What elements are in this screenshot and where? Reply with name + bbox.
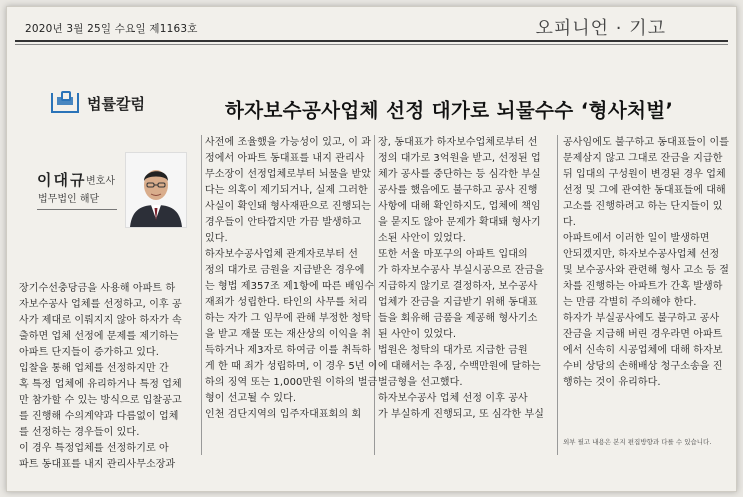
page-header <box>15 13 728 39</box>
article-line: 된 사안이 있었다. <box>378 329 457 340</box>
article-line: 사항에 대해 확인하지도, 업체에 책임 <box>378 201 541 212</box>
article-column-3 <box>378 135 544 423</box>
article-line: 이 경우 특정업체를 선정하기로 아 <box>19 443 169 454</box>
article-line: 을 묻지도 않아 문제가 확대돼 형사기 <box>378 217 541 228</box>
issue-date: 2020년 3월 25일 수요일 제1163호 <box>25 23 198 35</box>
article-line: 다. <box>563 217 577 228</box>
column-label-text: 법률칼럼 <box>87 95 145 113</box>
author-affiliation: 법무법인 해닫 <box>38 194 100 205</box>
article-line: 들을 회유해 금품을 제공해 형사기소 <box>378 313 538 324</box>
author-name: 이대규 <box>37 171 87 189</box>
article-column-4 <box>563 135 729 391</box>
article-line: 체가 공사를 중단하는 등 심각한 부실 <box>378 169 541 180</box>
article-line: 잔금을 지급해 버린 경우라면 아파트 <box>563 329 723 340</box>
article-line: 수비 상당의 손해배상 청구소송을 진 <box>563 361 723 372</box>
author-role: 변호사 <box>86 176 115 187</box>
article-line: 또한 서울 마포구의 아파트 입대의 <box>378 249 528 260</box>
article-line: 입찰을 통해 업체를 선정하지만 간 <box>19 363 169 374</box>
article-line: 하는 자가 그 임무에 관해 부정한 청탁 <box>205 313 372 324</box>
article-line: 업체가 잔금을 지급받기 위해 동대표 <box>378 297 538 308</box>
column-divider <box>557 135 558 455</box>
article-line: 선정 및 그에 관여한 동대표들에 대해 <box>563 185 726 196</box>
author-portrait-icon <box>126 153 186 227</box>
article-line: 다는 의혹이 제기되거나, 실제 그러한 <box>205 185 368 196</box>
article-line: 인천 검단지역의 입주자대표회의 회 <box>205 409 362 420</box>
article-line: 득하거나 제3자로 하여금 이를 취득하 <box>205 345 371 356</box>
header-rule-thin <box>15 44 728 45</box>
article-line: 공사를 했음에도 불구하고 공사 진행 <box>378 185 538 196</box>
author-photo <box>125 152 187 228</box>
section-title: 오피니언 · 기고 <box>535 18 666 39</box>
article-line: 에서 신속히 시공업체에 대해 하자보 <box>563 345 723 356</box>
article-line: 출하면 업체 선정에 문제를 제기하는 <box>19 331 179 342</box>
article-line: 안되겠지만, 하자보수공사업체 선정 <box>563 249 720 260</box>
article-line: 형이 선고될 수 있다. <box>205 393 297 404</box>
article-line: 는 형법 제357조 제1항에 따른 배임수 <box>205 281 375 292</box>
article-line: 문제삼지 않고 그대로 잔금을 지급한 <box>563 153 723 164</box>
article-headline: 하자보수공사업체 선정 대가로 뇌물수수 ‘형사처벌’ <box>225 99 674 122</box>
article-line: 아파트에서 이러한 일이 발생하면 <box>563 233 710 244</box>
article-line: 지급하지 않기로 결정하자, 보수공사 <box>378 281 538 292</box>
disclaimer-footnote: 외부 필고 내용은 본지 편집방향과 다를 수 있습니다. <box>563 438 712 446</box>
article-line: 아파트 단지들이 증가하고 있다. <box>19 347 159 358</box>
article-line: 하자보수공사 업체 선정 이후 공사 <box>378 393 528 404</box>
article-line: 파트 동대표를 내지 관리사무소장과 <box>19 459 176 470</box>
article-line: 장, 동대표가 하자보수업체로부터 선 <box>378 137 538 148</box>
article-line: 를 진행해 수의계약과 다름없이 업체 <box>19 411 179 422</box>
article-line: 하의 징역 또는 1,000만원 이하의 벌금 <box>205 377 378 388</box>
article-line: 정의 대가로 3억원을 받고, 선정된 업 <box>378 153 541 164</box>
article-column-1 <box>19 281 182 473</box>
article-line: 및 보수공사와 관련해 형사 고소 등 절 <box>563 265 730 276</box>
article-line: 뒤 입대의 구성원이 변경된 경우 업체 <box>563 169 726 180</box>
article-line: 혹 특정 업체에 유리하거나 특정 업체 <box>19 379 182 390</box>
article-line: 행하는 것이 유리하다. <box>563 377 661 388</box>
article-line: 을 받고 재물 또는 재산상의 이익을 취 <box>205 329 372 340</box>
article-line: 법원은 청탁의 대가로 지급한 금원 <box>378 345 528 356</box>
article-line: 공사임에도 불구하고 동대표들이 이를 <box>563 137 729 148</box>
article-line: 가 부실하게 진행되고, 또 심각한 부실 <box>378 409 545 420</box>
article-line: 를 선정하는 경우들이 있다. <box>19 427 140 438</box>
article-line: 하자보수공사업체 관계자로부터 선 <box>205 249 358 260</box>
article-line: 는 만큼 각별히 주의해야 한다. <box>563 297 697 308</box>
article-line: 차를 진행하는 아파트가 간혹 발생하 <box>563 281 723 292</box>
article-line: 소된 사안이 있었다. <box>378 233 466 244</box>
article-column-2 <box>205 135 378 423</box>
article-line: 재죄가 성립한다. 타인의 사무를 처리 <box>205 297 368 308</box>
article-line: 정의 대가로 금원을 지급받은 경우에 <box>205 265 365 276</box>
article-line: 있다. <box>205 233 228 244</box>
article-line: 에 대해서는 추징, 수백만원에 달하는 <box>378 361 541 372</box>
column-divider <box>201 135 202 455</box>
author-divider <box>37 209 117 210</box>
article-line: 무소장이 선정업체로부터 뇌물을 받았 <box>205 169 371 180</box>
newspaper-page <box>6 6 737 492</box>
article-line: 경우들이 안타깝지만 가끔 발생하고 <box>205 217 362 228</box>
article-line: 사전에 조율했을 가능성이 있고, 이 과 <box>205 137 372 148</box>
article-line: 장기수선충당금을 사용해 아파트 하 <box>19 283 176 294</box>
article-line: 가 하자보수공사 부실시공으로 잔금을 <box>378 265 544 276</box>
article-line: 사실이 확인돼 형사재판으로 진행되는 <box>205 201 371 212</box>
article-line: 사가 제대로 이뤄지지 않아 하자가 속 <box>19 315 182 326</box>
column-logo-icon <box>51 93 79 113</box>
article-line: 벌금형을 선고했다. <box>378 377 463 388</box>
article-line: 게 한 때 죄가 성립하며, 이 경우 5년 이 <box>205 361 378 372</box>
article-line: 고소를 진행하려고 하는 단지들이 있 <box>563 201 723 212</box>
column-label <box>51 91 155 117</box>
article-line: 만 참가할 수 있는 방식으로 입찰공고 <box>19 395 182 406</box>
article-line: 하자가 부실공사에도 불구하고 공사 <box>563 313 720 324</box>
header-rule <box>15 40 728 42</box>
article-line: 자보수공사 업체를 선정하고, 이후 공 <box>19 299 182 310</box>
article-line: 정에서 아파트 동대표를 내지 관리사 <box>205 153 365 164</box>
